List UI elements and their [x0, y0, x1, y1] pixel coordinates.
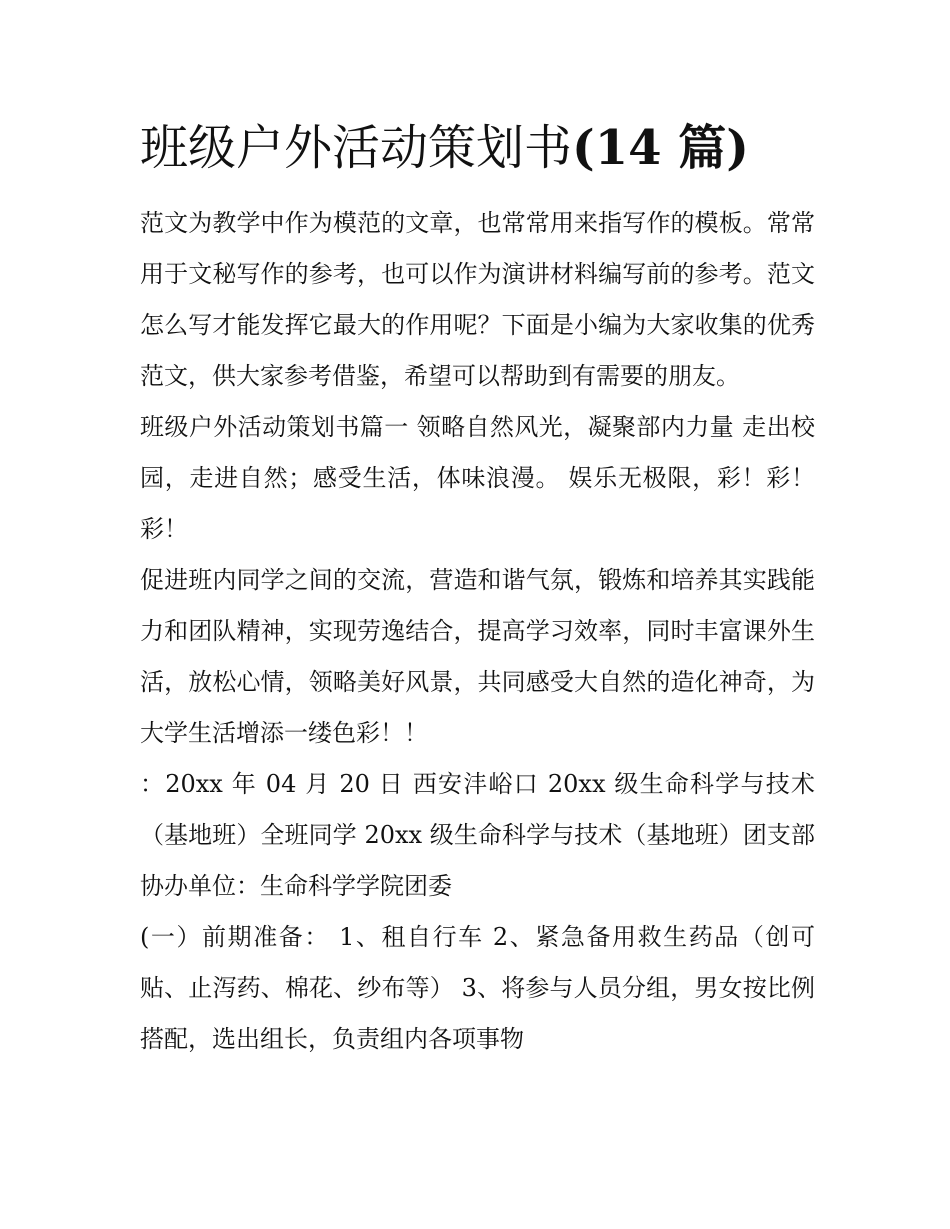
details-paragraph: ：20xx 年 04 月 20 日 西安沣峪口 20xx 级生命科学与技术（基地班）全班同学 20xx 级生命科学与技术（基地班）团支部 协办单位：生命科学学院团委: [140, 770, 815, 900]
purpose-paragraph: 促进班内同学之间的交流，营造和谐气氛，锻炼和培养其实践能力和团队精神，实现劳逸结合，提高学习效率，同时丰富课外生活，放松心情，领略美好风景，共同感受大自然的造化神奇，为大学生活增添一缕色彩！！: [140, 566, 815, 747]
title-main: 班级户外活动策划书: [140, 120, 573, 176]
document-title: [140, 112, 815, 184]
preparation-paragraph: (一）前期准备： 1、租自行车 2、紧急备用救生药品（创可贴、止泻药、棉花、纱布等） 3、将参与人员分组，男女按比例搭配，选出组长，负责组内各项事物: [140, 923, 815, 1053]
theme-paragraph: 班级户外活动策划书篇一 领略自然风光，凝聚部内力量 走出校园，走进自然；感受生活，体味浪漫。 娱乐无极限，彩！彩！彩！: [140, 413, 815, 543]
document-body: [140, 112, 815, 1065]
title-suffix: (14 篇): [572, 120, 749, 176]
intro-paragraph: 范文为教学中作为模范的文章，也常常用来指写作的模板。常常用于文秘写作的参考，也可以作为演讲材料编写前的参考。范文怎么写才能发挥它最大的作用呢？下面是小编为大家收集的优秀范文，供大家参考借鉴，希望可以帮助到有需要的朋友。: [140, 209, 815, 390]
